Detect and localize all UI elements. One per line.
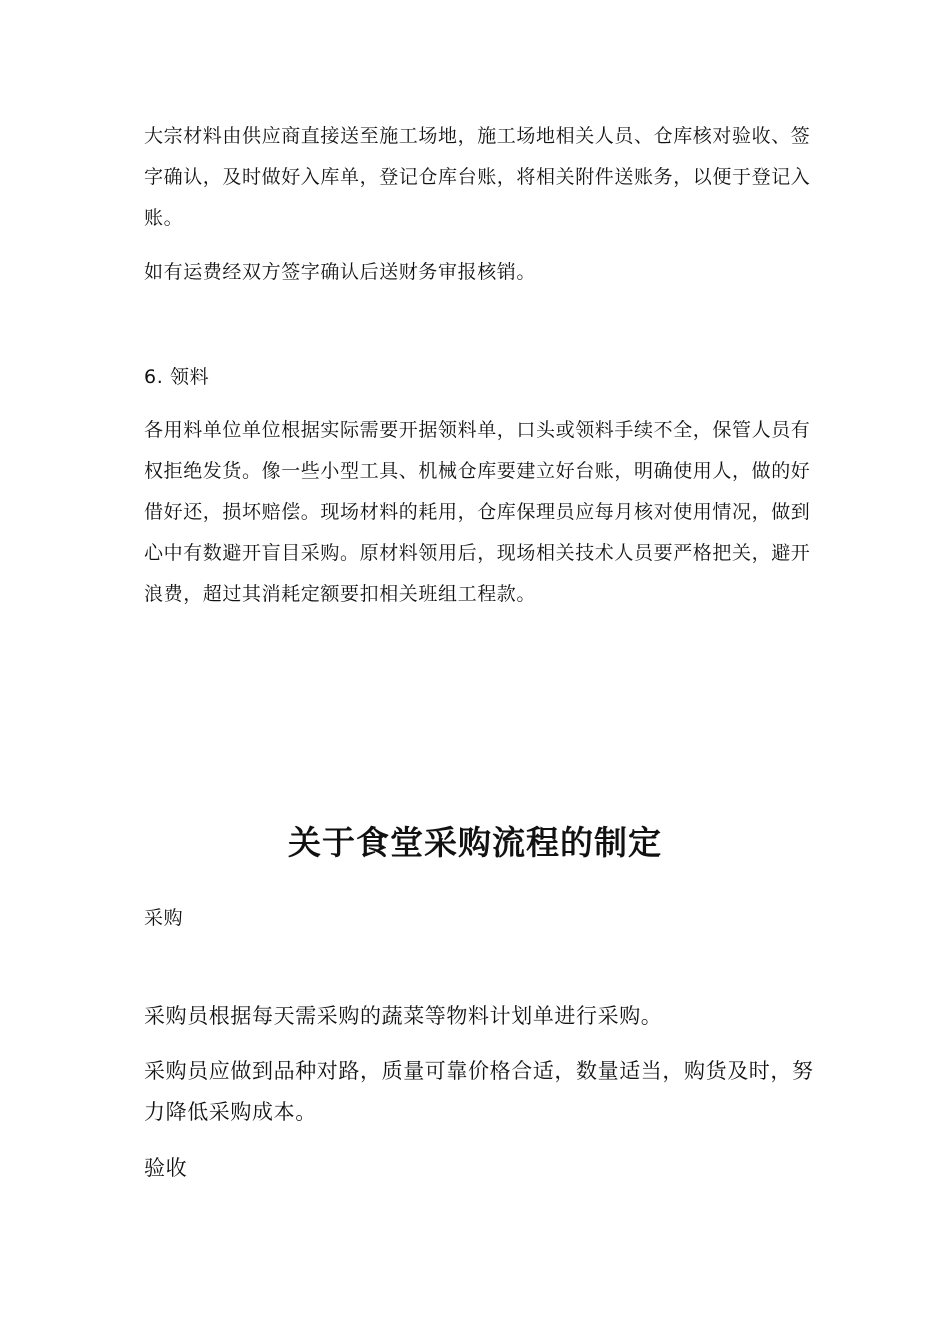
section-heading-acceptance: 验收 [144, 1156, 188, 1180]
paragraph-material-requisition: 各用料单位单位根据实际需要开据领料单，口头或领料手续不全，保管人员有权拒绝发货。像一些小型工具、机械仓库要建立好台账，明确使用人，做的好借好还，损坏赔偿。现场材料的耗用，仓库保理员应每月核对使用情况，做到心中有数避开盲目采购。原材料领用后，现场相关技术人员要严格把关，避开浪费，超过其消耗定额要扣相关班组工程款。 [144, 419, 811, 605]
section-heading-material-requisition: 6. 领料 [144, 366, 210, 388]
paragraph-purchasing-plan: 采购员根据每天需采购的蔬菜等物料计划单进行采购。 [144, 1004, 663, 1028]
paragraph-bulk-material-delivery: 大宗材料由供应商直接送至施工场地，施工场地相关人员、仓库核对验收、签字确认，及时做好入库单，登记仓库台账，将相关附件送账务，以便于登记入账。 [144, 125, 811, 229]
section-heading-purchasing: 采购 [144, 907, 184, 929]
page-title: 关于食堂采购流程的制定 [288, 823, 662, 862]
paragraph-purchasing-requirements: 采购员应做到品种对路，质量可靠价格合适，数量适当，购货及时，努力降低采购成本。 [144, 1059, 814, 1124]
paragraph-freight-approval: 如有运费经双方签字确认后送财务审报核销。 [144, 261, 537, 283]
